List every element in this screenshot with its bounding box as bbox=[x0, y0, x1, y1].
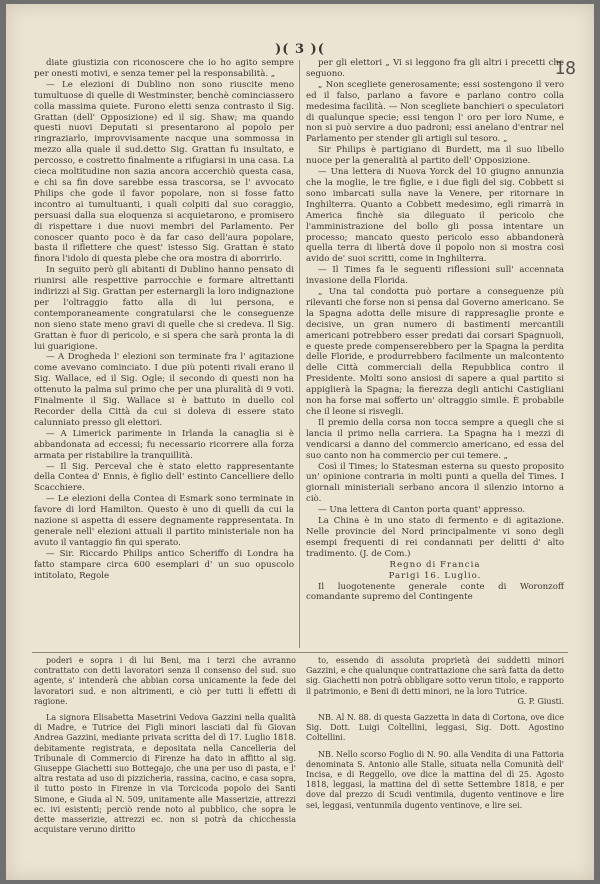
paragraph: — Una lettera di Canton porta quant' appresso. bbox=[318, 505, 526, 516]
notice: to, essendo di assoluta proprietà dei suddetti minori Gazzini, e che qualunque contrattazione che sarà fatta da detto sig. Giachetti non potrà obbligare sotto verun titolo, e rapporto il patrimonio, e Beni di detti minori, ne la loro Tutrice. bbox=[306, 656, 564, 696]
paragraph: La China è in uno stato di fermento e di agitazione. Nelle provincie del Nord principalmente vi sono degli esempi frequenti di rei condannati per delitti d' alto tradimento. (J. de Com.) bbox=[306, 516, 564, 559]
paragraph: Così il Times; lo Statesman esterna su questo proposito un' opinione contraria in molti punti a quella del Times. I giornali ministeriali serbano ancora il silenzio intorno a ciò. bbox=[306, 461, 564, 505]
paragraph: — A Limerick parimente in Irlanda la canaglia si è abbandonata ad eccessi; fu necessario ricorrere alla forza armata per ristabilire la tranquillità. bbox=[34, 428, 294, 461]
notices-left bbox=[34, 656, 296, 876]
page-number: )( 3 )( bbox=[275, 42, 325, 57]
notice: NB. Al N. 88. di questa Gazzetta in data di Cortona, ove dice Sig. Dott. Luigi Coltellini, leggasi, Sig. Dott. Agostino Coltellini. bbox=[306, 713, 564, 743]
paragraph: — Sir. Riccardo Philips antico Scheriffo di Londra ha fatto stampare circa 600 esemplari d' un suo opuscolo intitolato, Regole bbox=[34, 548, 294, 581]
dateline: Parigi 16. Luglio. bbox=[388, 570, 482, 581]
column-divider bbox=[299, 60, 300, 648]
paragraph: — Il Sig. Perceval che è stato eletto rappresentante della Contea d' Ennis, è figlio dell' estinto Cancelliere dello Scacchiere. bbox=[34, 461, 294, 494]
paragraph: In seguito però gli abitanti di Dublino hanno pensato di riunirsi alle respettive parrocchie e formare altrettanti indirizzi al Sig. Grattan per esternargli la loro indignazione per l'oltraggio fatto alla di lui persona, e contemporaneamente congratularsi che le conseguenze non sieno state meno gravi di quelle che si credeva. Il Sig. Grattan è fuor di pericolo, e si spera che sarà pronta la di lui guarigione. bbox=[34, 265, 294, 352]
paragraph: diate giustizia con riconoscere che io ho agito sempre per onesti motivi, e senza temer pel la responsabilità. „ bbox=[34, 58, 294, 79]
paragraph: Il premio della corsa non tocca sempre a quegli che si lancia il primo nella carriera. La Spagna ha i mezzi di vendicarsi a danno del commercio americano, ed essa del suo canto non ha commercio per cui temere. „ bbox=[306, 417, 564, 461]
notice: NB. Nello scorso Foglio di N. 90. alla Vendita di una Fattoria denominata S. Antonio alle Stalle, situata nella Comunità dell' Incisa, e di Reggello, ove dice la mattina del dì 25. Agosto 1818, leggasi, la mattina del dì sette Settembre 1818, e per dove dal prezzo di Scudi ventimila, dugento ventinove e lire sei, leggasi, ventunmila dugento ventinove, e lire sei. bbox=[306, 749, 564, 810]
section-divider bbox=[32, 652, 568, 653]
notice: poderi e sopra i di lui Beni, ma i terzi che avranno contrattato con detti lavoratori senza il consenso del sud. suo agente, s' intenderà che abbian corsa unicamente la fede dei lavoratori sud. e non altrimenti, e ciò per tutti li effetti di ragione. bbox=[34, 656, 296, 706]
paragraph: „ Non scegliete generosamente; essi sostengono il vero ed il falso, parlano a favore e parlano contro colla medesima facilità. — Non scegliete banchieri o speculatori di qualunque specie; essi tengon l' oro per loro Nume, e non si può servire a duo padroni; essi anelano d'entrar nel Parlamento per stender gli artigli sul tesoro. „ bbox=[306, 79, 564, 145]
paragraph: „ Una tal condotta può portare a conseguenze più rilevanti che forse non si pensa dal Governo americano. Se la Spagna adotta delle misure di rappresaglie pronte e decisive, un gran numero di bastimenti mercantili americani potrebbero esser predati dai corsari Spagnuoli, e queste prede compenserebbero per la Spagna la perdita delle Floride, e produrrebbero facilmente un malcontento delle Città commerciali della Repubblica contro il Presidente. Molti sono ansiosi di sapere a qual partito si appiglierà la Spagna; la fierezza degli antichi Castigliani non ha forse mai sofferto un' oltraggio simile. È probabile che il leone si risvegli. bbox=[306, 287, 564, 417]
paragraph: Sir Philips è partigiano di Burdett, ma il suo libello nuoce per la generalità al partito dell' Opposizione. bbox=[306, 145, 564, 167]
right-column bbox=[306, 58, 564, 640]
paragraph: — Una lettera di Nuova Yorck del 10 giugno annunzia che la moglie, le tre figlie, e i due figli del sig. Cobbett si sono imbarcati sulla nave la Venere, per ritornare in Inghilterra. Quanto a Cobbett medesimo, egli rimarrà in America finchè sia dileguato il pericolo che l'amministrazione del bollo gli possa intentare un processo; mancato questo pericolo esso abbandonerà quella terra di libertà dove il popolo non si mostra così avido de' suoi scritti, come in Inghilterra. bbox=[306, 167, 564, 265]
newspaper-page bbox=[6, 4, 594, 880]
section-heading: Regno di Francia bbox=[389, 559, 481, 570]
paragraph: — Le elezioni di Dublino non sono riuscite meno tumultuose di quelle di Westminster, benchè cominciassero colla massima quiete. Furono eletti senza contrasto il Sig. Grattan (dell' Opposizione) ed il sig. Shaw; ma quando questi nuovi Deputati si presentarono al popolo per ringraziarlo, improvvisamente nacque una sommossa in mezzo alla quale il sud.detto Sig. Grattan fu insultato, e percosso, e costretto finalmente a rifugiarsi in una casa. La cieca moltitudine non sazia ancora accerchiò questa casa, e chi sa fin dove sarebbe essa trascorsa, se l' avvocato Philips che gode il favor popolare, non si fosse fatto incontro ai tumultuanti, i quali colpiti dal suo coraggio, persuasi dalla sua eloquenza si acquietarono, e promisero di rispettare i due nuovi membri del Parlamento. Per conoscer quanto poco è da far caso dell'aura popolare, basta il riflettere che quest' istesso Sig. Grattan è stato finora l'idolo di questa plebe che ora mostra di aborrirlo. bbox=[34, 79, 294, 265]
handwritten-page-number: 18 bbox=[554, 58, 576, 79]
paragraph: Il luogotenente generale conte di Woronzoff comandante supremo del Contingente bbox=[306, 581, 564, 603]
left-column bbox=[34, 58, 294, 640]
paragraph: — Le elezioni della Contea di Esmark sono terminate in favore di lord Hamilton. Questo è uno di quelli da cui la nazione si aspetta di essere degnamente rappresentata. In generale nell' elezioni attuali il partito ministeriale non ha avuto il vantaggio fin qui sperato. bbox=[34, 494, 294, 548]
paragraph: — Il Times fa le seguenti riflessioni sull' accennata invasione della Florida. bbox=[306, 265, 564, 287]
paragraph: per gli elettori „ Vi si leggono fra gli altri i precetti che seguono. bbox=[306, 58, 564, 79]
notice: La signora Elisabetta Masetrini Vedova Gazzini nella qualità di Madre, e Tutrice dei Figli minori lasciati dal fù Giovan Andrea Gazzini, mediante privata scritta del dì 17. Luglio 1818. debitamente registrata, e depositata nella Cancelleria del Tribunale di Commercio di Firenze ha dato in affitto al sig. Giuseppe Giachetti suo Bottegajo, che una per uso di pasta, e l' altra restata ad uso di pizzicheria, rassina, cacino, e casa sopra, il tutto posto in Firenze in via Torcicoda popolo dei Santi Simone, e Giuda al N. 509, unitamente alle Masserizie, attrezzi ec. ivi esistenti; perciò rende noto al pubblico, che sopra le dette masserizie, attrezzi ec. non si potrà da chicchessia acquistare veruno diritto bbox=[34, 713, 296, 835]
signature: G. P. Giusti. bbox=[517, 696, 564, 706]
notices-right bbox=[306, 656, 564, 876]
paragraph: — A Drogheda l' elezioni son terminate fra l' agitazione come avevano cominciato. I due più potenti rivali erano il Sig. Wallace, ed il Sig. Ogle; il secondo di questi non ha ottenuto la palma sul primo che per una pluralità di 9 voti. Finalmente il Sig. Wallace si è battuto in duello col Recorder della Città da cui si doleva di essere stato calunniato presso gli elettori. bbox=[34, 352, 294, 428]
